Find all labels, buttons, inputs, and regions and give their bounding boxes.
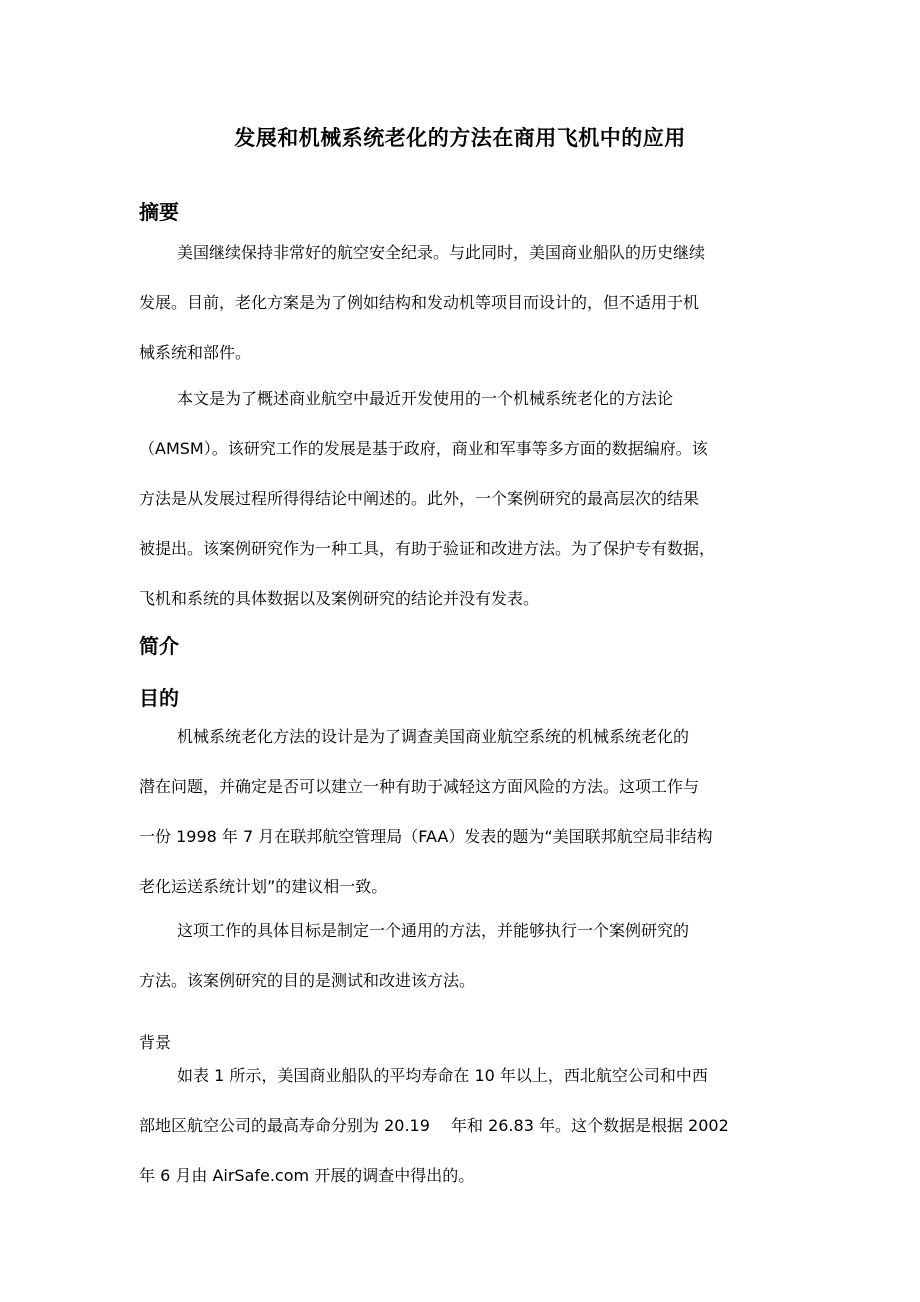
- text-line: 被提出。该案例研究作为一种工具，有助于验证和改进方法。为了保护专有数据，: [139, 539, 716, 558]
- text-line: 潜在问题，并确定是否可以建立一种有助于减轻这方面风险的方法。这项工作与: [139, 777, 700, 796]
- text-line: 美国继续保持非常好的航空安全纪录。与此同时，美国商业船队的历史继续: [177, 243, 706, 262]
- document-title: 发展和机械系统老化的方法在商用飞机中的应用: [234, 126, 686, 150]
- text-line: 老化运送系统计划”的建议相一致。: [139, 877, 388, 896]
- abstract-paragraph-1: [139, 240, 779, 366]
- text-line: 发展。目前，老化方案是为了例如结构和发动机等项目而设计的，但不适用于机: [139, 293, 700, 312]
- text-line: 部地区航空公司的最高寿命分别为 20.19 年和 26.83 年。这个数据是根据 2002: [139, 1116, 729, 1135]
- text-line: 如表 1 所示，美国商业船队的平均寿命在 10 年以上，西北航空公司和中西: [177, 1066, 708, 1085]
- text-line: （AMSM）。该研究工作的发展是基于政府，商业和军事等多方面的数据编府。该: [139, 439, 708, 458]
- purpose-heading: 目的: [139, 686, 179, 710]
- text-line: 飞机和系统的具体数据以及案例研究的结论并没有发表。: [139, 589, 540, 608]
- text-line: 年 6 月由 AirSafe.com 开展的调查中得出的。: [139, 1166, 475, 1185]
- text-line: 本文是为了概述商业航空中最近开发使用的一个机械系统老化的方法论: [177, 389, 674, 408]
- purpose-paragraph-1: [139, 724, 779, 900]
- purpose-paragraph-2: [139, 918, 779, 994]
- text-line: 一份 1998 年 7 月在联邦航空管理局（FAA）发表的题为“美国联邦航空局非结构: [139, 827, 713, 846]
- text-line: 方法。该案例研究的目的是测试和改进该方法。: [139, 971, 476, 990]
- background-paragraph-1: [139, 1063, 779, 1189]
- text-line: 方法是从发展过程所得得结论中阐述的。此外，一个案例研究的最高层次的结果: [139, 489, 700, 508]
- text-line: 这项工作的具体目标是制定一个通用的方法，并能够执行一个案例研究的: [177, 921, 690, 940]
- abstract-paragraph-2: [139, 386, 779, 612]
- text-line: 机械系统老化方法的设计是为了调查美国商业航空系统的机械系统老化的: [177, 727, 690, 746]
- background-heading: 背景: [139, 1033, 172, 1052]
- text-line: 械系统和部件。: [139, 343, 252, 362]
- abstract-heading: 摘要: [139, 200, 179, 224]
- intro-heading: 简介: [139, 634, 179, 658]
